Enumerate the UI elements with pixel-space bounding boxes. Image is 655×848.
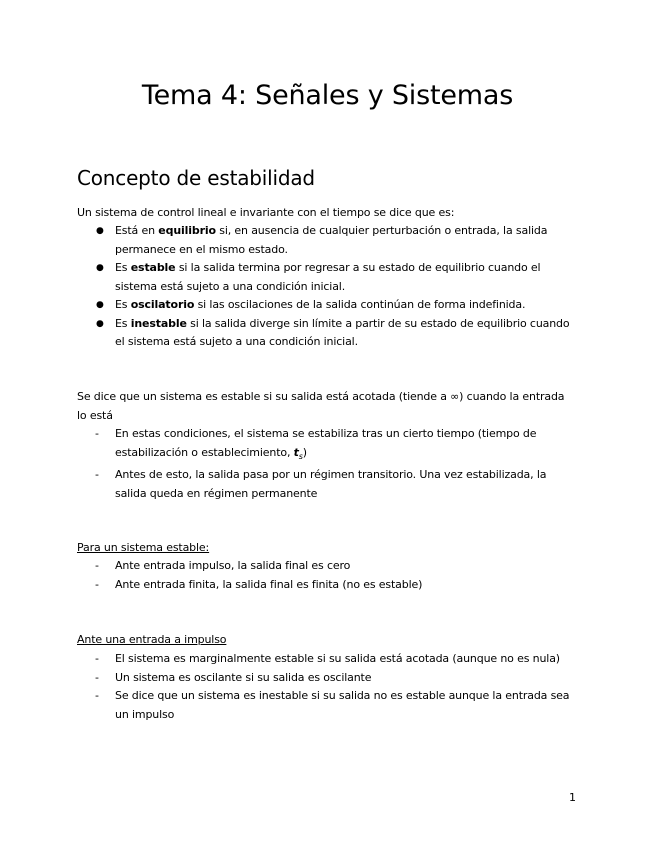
term-estable: estable — [130, 261, 176, 274]
list-item: ● Está en equilibrio si, en ausencia de cualquier perturbación o entrada, la salida permanece en el mismo estado. — [96, 224, 548, 256]
settling-time-symbol: t — [293, 445, 299, 459]
dash-icon: - — [95, 689, 99, 702]
dash-icon: - — [95, 559, 99, 572]
list-item: - Un sistema es oscilante si su salida es oscilante — [77, 669, 577, 688]
list-item: - Antes de esto, la salida pasa por un régimen transitorio. Una vez estabilizada, la salida queda en régimen permanente — [95, 468, 547, 500]
page-title: Tema 4: Señales y Sistemas — [141, 80, 514, 111]
list-item: - El sistema es marginalmente estable si su salida está acotada (aunque no es nula) — [77, 650, 577, 669]
bullet-icon: ● — [96, 226, 104, 236]
page-number: 1 — [569, 791, 576, 804]
dash-icon: - — [95, 670, 99, 684]
bullet-icon: ● — [96, 318, 104, 329]
list-item: ● Es oscilatorio si las oscilaciones de la salida continúan de forma indefinida. — [77, 296, 577, 315]
term-oscilatorio: oscilatorio — [130, 298, 195, 311]
stable-heading: Para un sistema estable: — [77, 541, 210, 554]
dash-icon: - — [95, 652, 99, 665]
dash-icon: - — [95, 468, 99, 481]
dash-icon: - — [95, 577, 99, 591]
intro-paragraph: Un sistema de control lineal e invariante con el tiempo se dice que es: — [77, 206, 455, 219]
list-item: - En estas condiciones, el sistema se estabiliza tras un cierto tiempo (tiempo de estabilización o establecimiento, $t_s$) — [95, 427, 537, 461]
list-item: - Ante entrada finita, la salida final es finita (no es estable) — [77, 576, 577, 595]
list-item: ● Es inestable si la salida diverge sin límite a partir de su estado de equilibrio cuando el sistema está sujeto a una condición inicial. — [96, 316, 570, 348]
states-list — [77, 222, 577, 352]
stable-list — [77, 557, 577, 594]
term-equilibrio: equilibrio — [158, 224, 216, 237]
dash-icon: - — [95, 427, 99, 440]
bullet-icon: ● — [96, 300, 104, 310]
bounded-paragraph: Se dice que un sistema es estable si su salida está acotada (tiende a ∞) cuando la entrada lo está — [77, 390, 565, 422]
settling-time-subscript: s — [298, 451, 303, 461]
list-item: - Ante entrada impulso, la salida final es cero — [77, 557, 577, 576]
list-item: ● Es estable si la salida termina por regresar a su estado de equilibrio cuando el sistema está sujeto a una condición inicial. — [96, 261, 541, 293]
term-inestable: inestable — [130, 316, 187, 330]
list-item: - Se dice que un sistema es inestable si su salida no es estable aunque la entrada sea un impulso — [95, 689, 570, 721]
bullet-icon: ● — [96, 263, 104, 273]
impulse-list — [77, 650, 577, 724]
bounded-list — [77, 425, 577, 503]
section-title: Concepto de estabilidad — [77, 166, 315, 190]
impulse-heading: Ante una entrada a impulso — [77, 633, 227, 646]
